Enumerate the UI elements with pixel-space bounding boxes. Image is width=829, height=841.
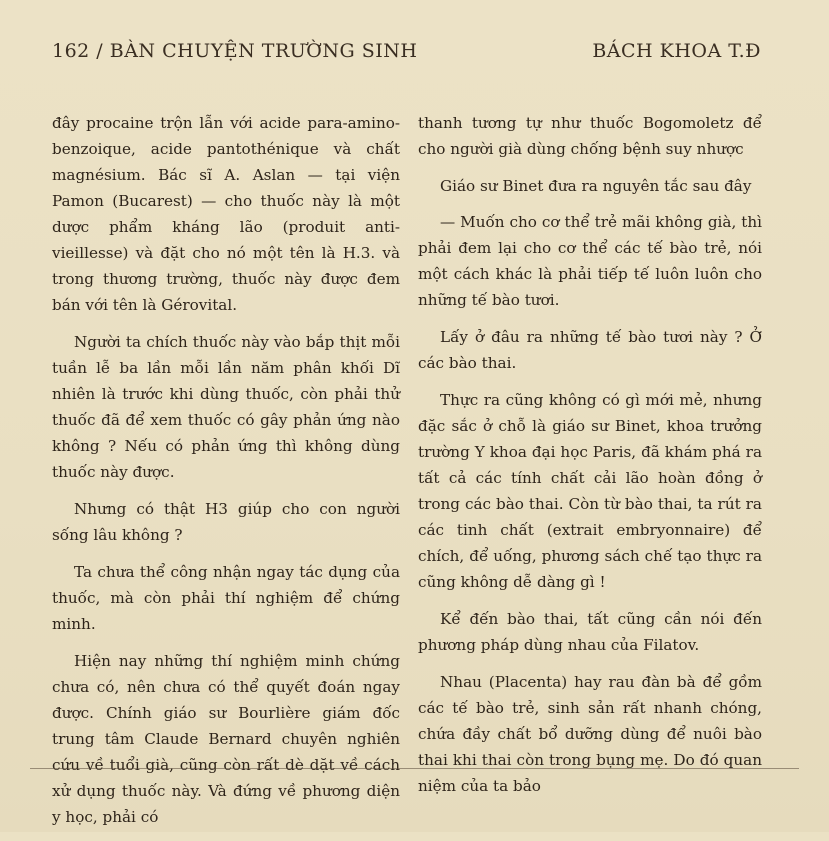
paragraph: đây procaine trộn lẫn với acide para-amino-benzoique, acide pantothénique và chất magnésium. Bác sĩ A. Aslan — tại viện Pamon (Bucarest) — cho thuốc này là một dược phẩm kháng lão (produit anti-vieillesse) và đặt cho nó một tên là H.3. và trong thương trường, thuốc này được đem bán với tên là Gérovital. bbox=[52, 114, 400, 314]
horizontal-rule bbox=[30, 768, 799, 769]
paragraph: Nhau (Placenta) hay rau đàn bà để gồm các tế bào trẻ, sinh sản rất nhanh chóng, chứa đầy chất bổ dưỡng dùng để nuôi bào thai khi thai còn trong bụng mẹ. Do đó quan niệm của ta bảo bbox=[418, 673, 762, 795]
paragraph: — Muốn cho cơ thể trẻ mãi không già, thì phải đem lại cho cơ thể các tế bào trẻ, nói một cách khác là phải tiếp tế luôn luôn cho những tế bào tươi. bbox=[418, 213, 762, 309]
page-header bbox=[52, 40, 761, 62]
paragraph: Ta chưa thể công nhận ngay tác dụng của thuốc, mà còn phải thí nghiệm để chứng minh. bbox=[52, 563, 400, 633]
running-head-left: 162 / BÀN CHUYỆN TRƯỜNG SINH bbox=[52, 40, 418, 62]
left-column bbox=[52, 110, 400, 841]
paragraph: Hiện nay những thí nghiệm minh chứng chưa có, nên chưa có thể quyết đoán ngay được. Chính giáo sư Bourlière giám đốc trung tâm Claude Bernard chuyên nghiên cứu về tuổi già, cũng còn rất dè dặt về cách xử dụng thuốc này. Và đứng về phương diện y học, phải có bbox=[52, 652, 400, 826]
running-head-right: BÁCH KHOA T.Đ bbox=[592, 40, 761, 62]
paragraph: thanh tương tự như thuốc Bogomoletz để cho người già dùng chống bệnh suy nhược bbox=[418, 114, 762, 158]
paragraph: Kể đến bào thai, tất cũng cần nói đến phương pháp dùng nhau của Filatov. bbox=[418, 610, 762, 654]
paragraph: Thực ra cũng không có gì mới mẻ, nhưng đặc sắc ở chỗ là giáo sư Binet, khoa trưởng trường Y khoa đại học Paris, đã khám phá ra tất cả các tính chất cải lão hoàn đồng ở trong các bào thai. Còn từ bào thai, ta rút ra các tinh chất (extrait embryonnaire) để chích, để uống, phương sách chế tạo thực ra cũng không dễ dàng gì ! bbox=[418, 391, 762, 591]
right-column bbox=[418, 110, 762, 810]
paragraph: Giáo sư Binet đưa ra nguyên tắc sau đây bbox=[440, 177, 752, 195]
paragraph: Lấy ở đâu ra những tế bào tươi này ? Ở các bào thai. bbox=[418, 328, 762, 372]
paragraph: Nhưng có thật H3 giúp cho con người sống lâu không ? bbox=[52, 500, 400, 544]
paragraph: Người ta chích thuốc này vào bắp thịt mỗi tuần lễ ba lần mỗi lần năm phân khối Dĩ nhiên là trước khi dùng thuốc, còn phải thử thuốc đã để xem thuốc có gây phản ứng nào không ? Nếu có phản ứng thì không dùng thuốc này được. bbox=[52, 333, 400, 481]
